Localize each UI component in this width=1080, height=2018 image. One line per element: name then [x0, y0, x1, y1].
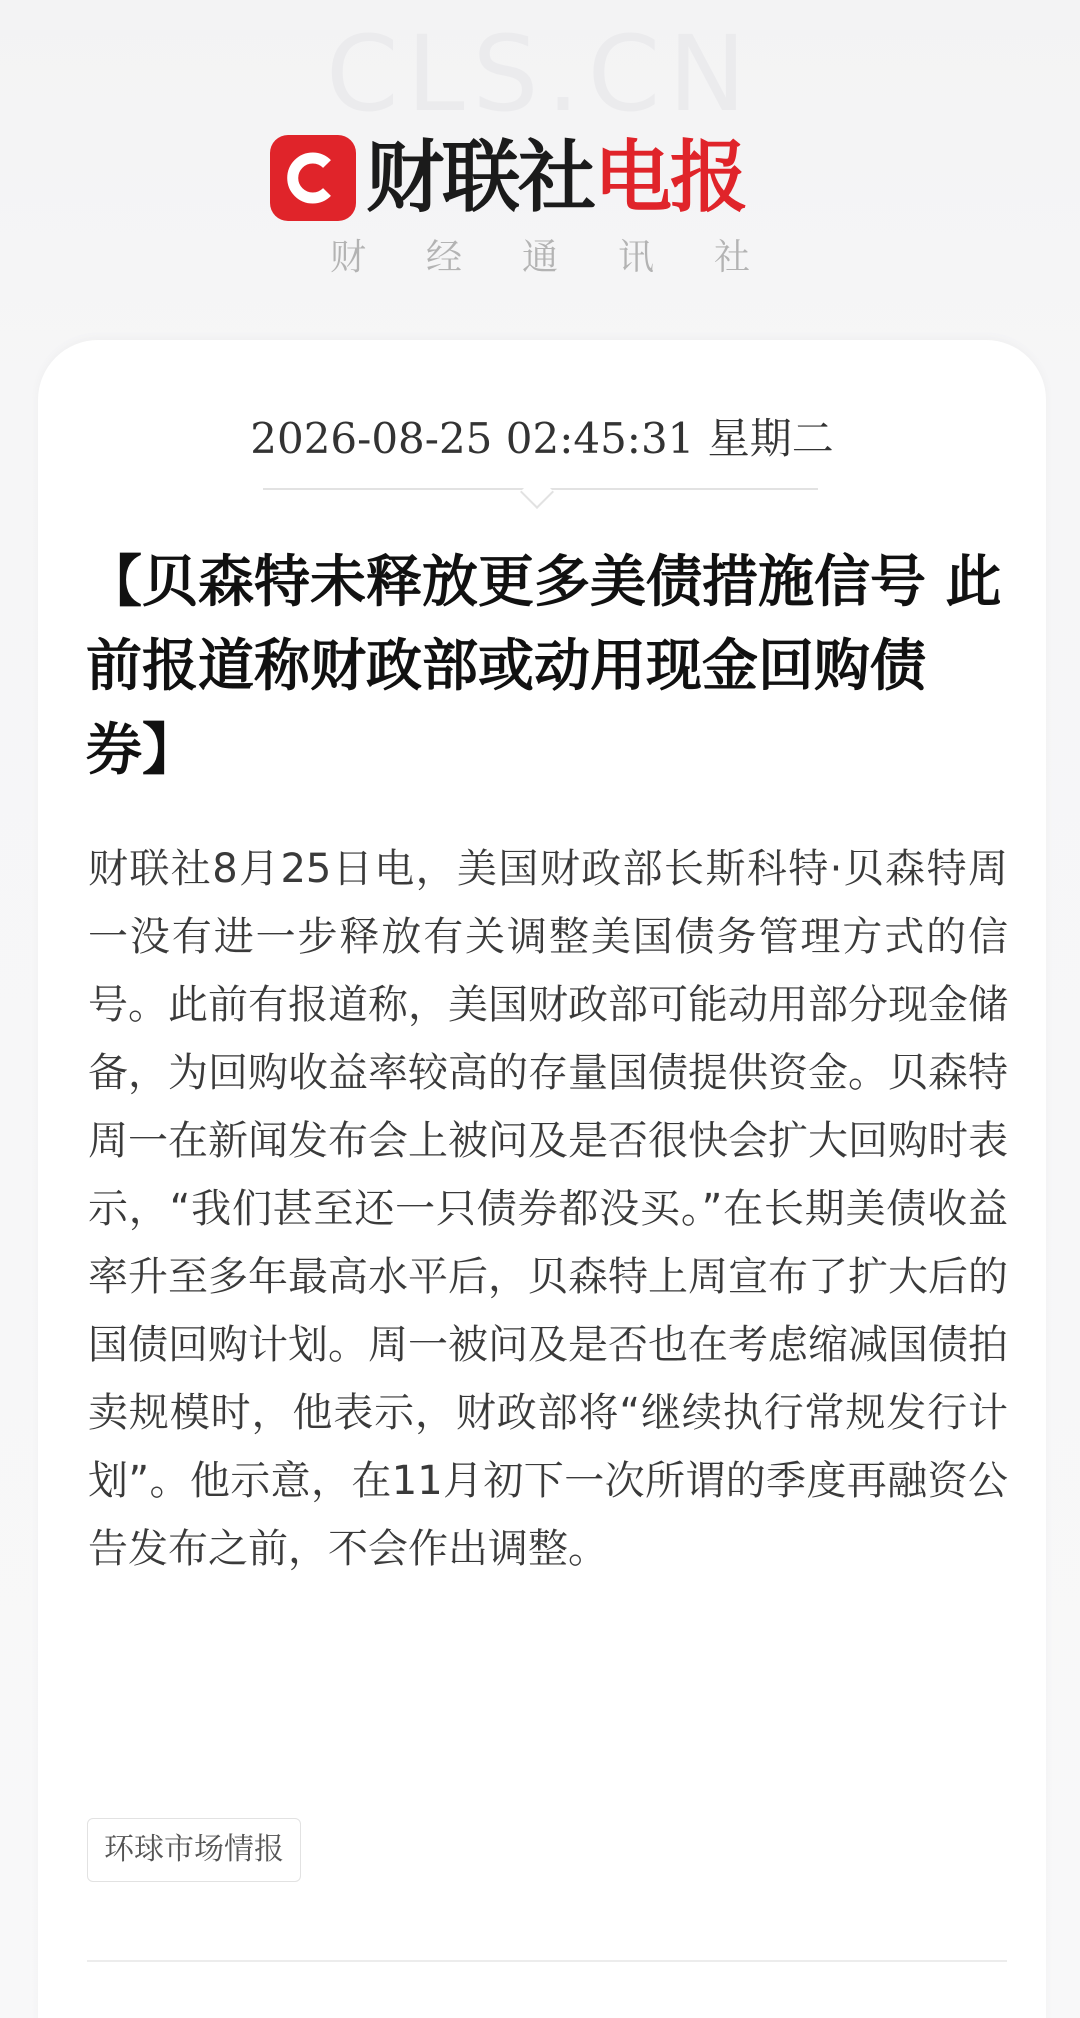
brand-header [270, 130, 746, 226]
date-divider-notch-icon [520, 475, 554, 509]
article-tag[interactable]: 环球市场情报 [87, 1818, 301, 1882]
article-body: 财联社8月25日电，美国财政部长斯科特·贝森特周一没有进一步释放有关调整美国债务管理方式的信号。此前有报道称，美国财政部可能动用部分现金储备，为回购收益率较高的存量国债提供资金。贝森特周一在新闻发布会上被问及是否很快会扩大回购时表示，“我们甚至还一只债券都没买。”在长期美债收益率升至多年最高水平后，贝森特上周宣布了扩大后的国债回购计划。周一被问及是否也在考虑缩减国债拍卖规模时，他表示，财政部将“继续执行常规发行计划”。他示意，在11月初下一次所谓的季度再融资公告发布之前，不会作出调整。 [88, 846, 1008, 1572]
article-card [38, 340, 1046, 2018]
brand-name: 财联社 [366, 133, 595, 223]
footer-divider [87, 1960, 1007, 1962]
watermark: CLS.CN [325, 13, 755, 135]
article-datetime: 2026-08-25 02:45:31 星期二 [250, 414, 834, 463]
cls-logo-icon [270, 135, 356, 221]
brand-suffix: 电报 [594, 133, 747, 223]
article-title: 【贝森特未释放更多美债措施信号 此前报道称财政部或动用现金回购债券】 [86, 549, 1002, 783]
brand-tagline: 财经通讯社 [329, 237, 810, 278]
logo-c-glyph [283, 148, 343, 208]
